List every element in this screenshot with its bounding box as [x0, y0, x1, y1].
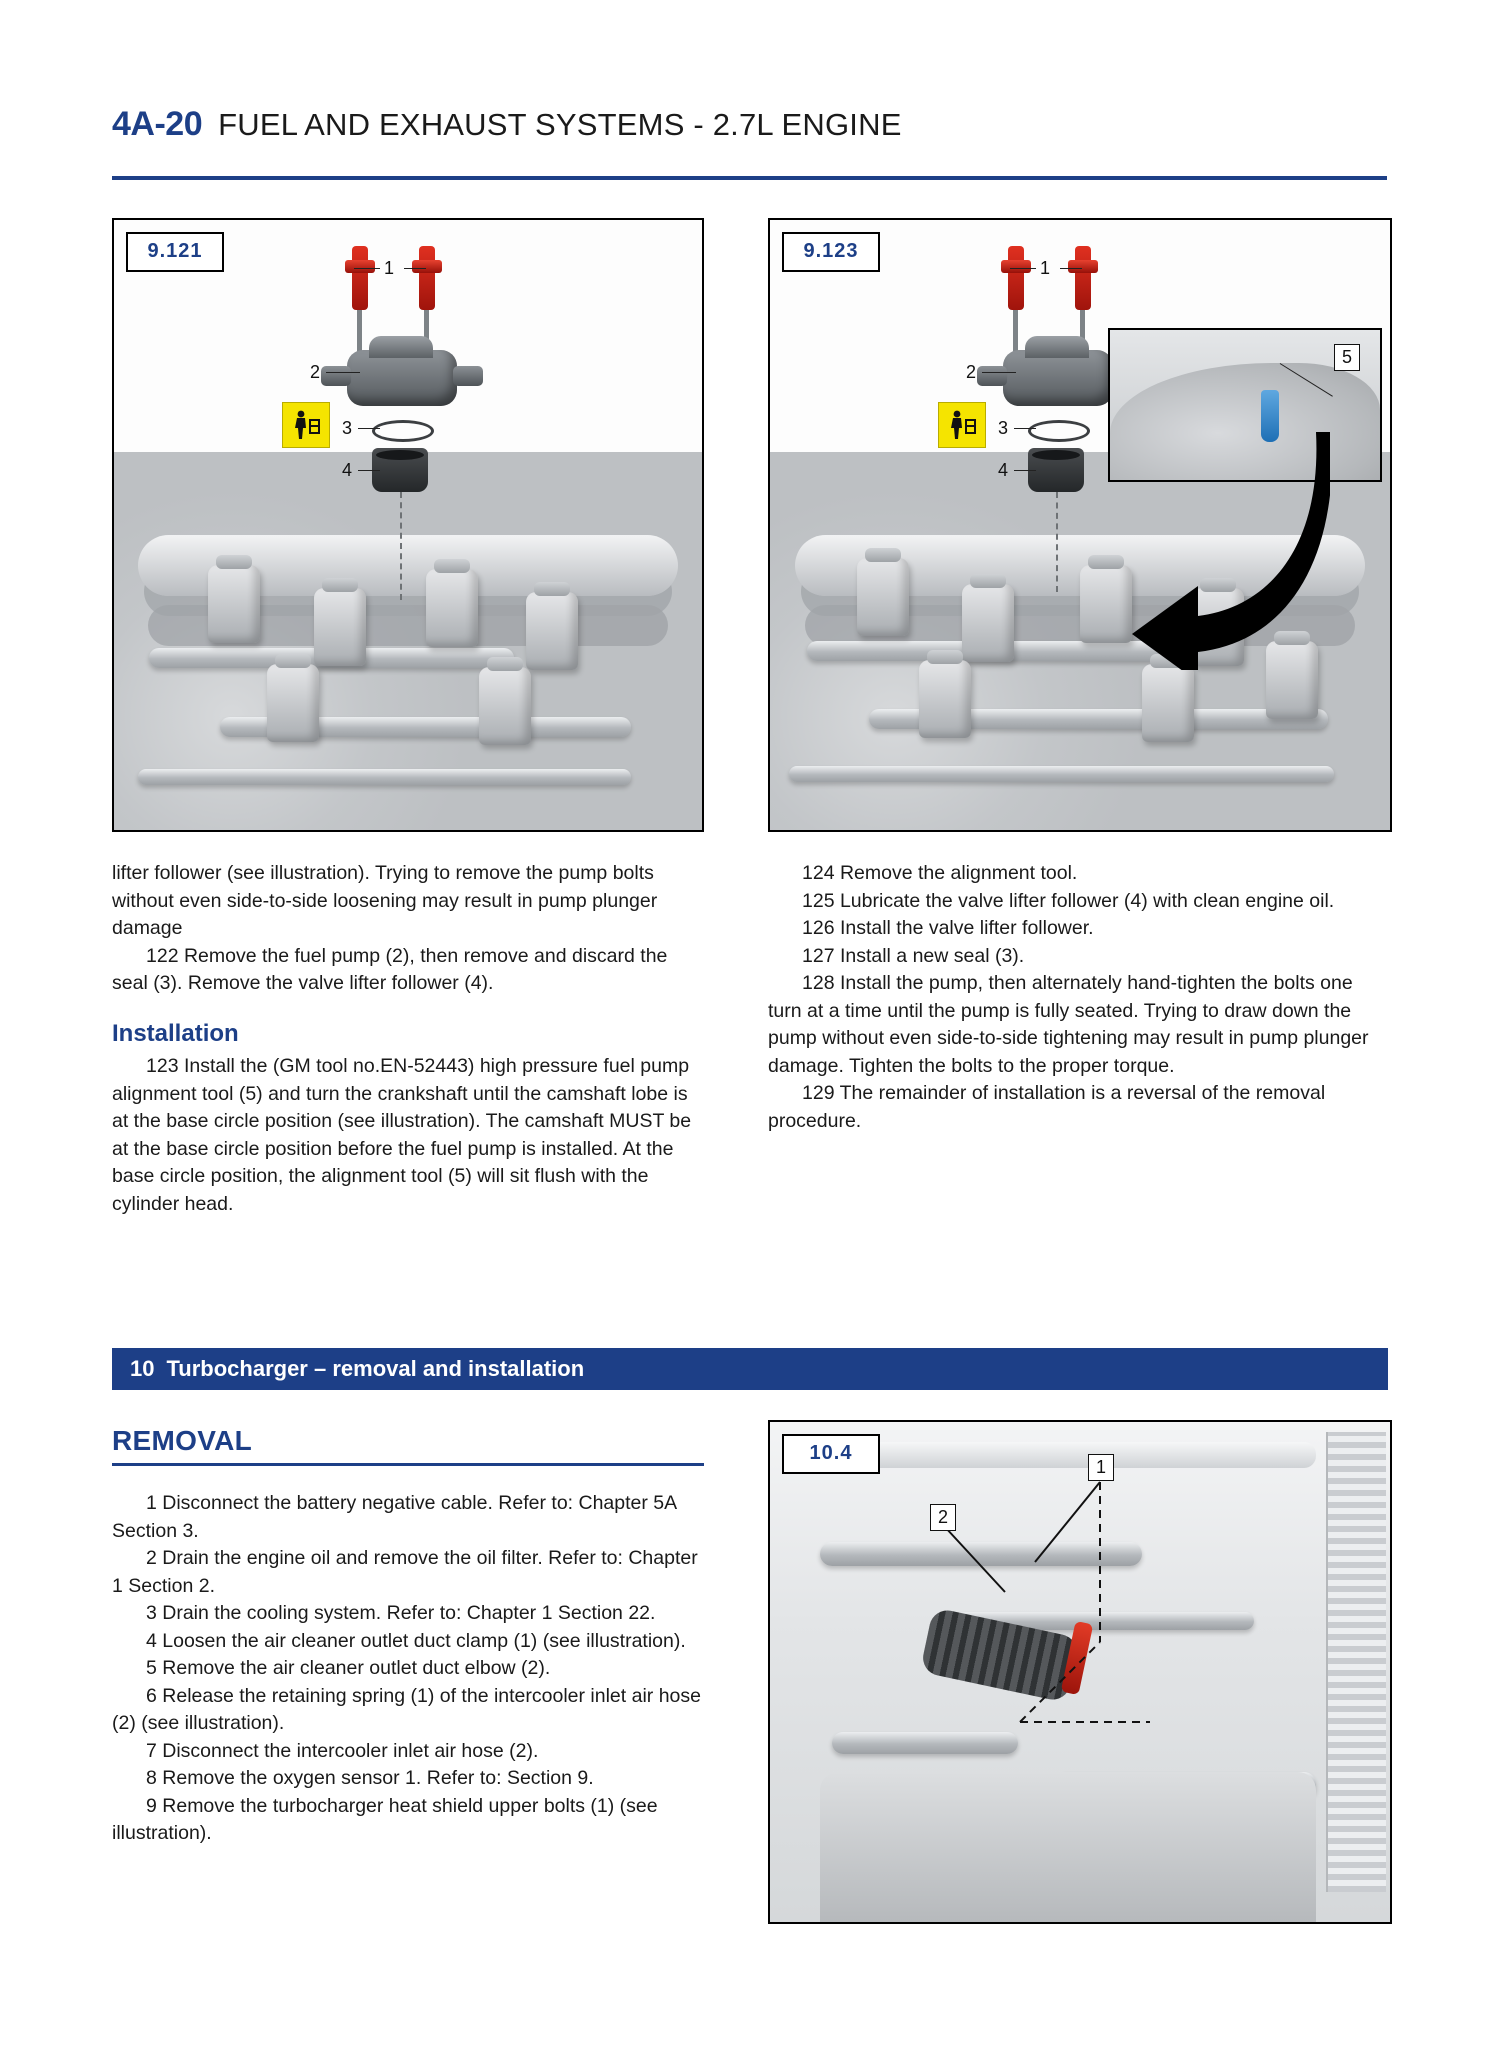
removal-step-7: 7 Disconnect the intercooler inlet air hose (2). — [146, 1739, 539, 1762]
paragraph-126: 126 Install the valve lifter follower. — [802, 917, 1094, 939]
fuel-pump-exploded-view — [114, 220, 702, 830]
page-header — [112, 105, 1387, 144]
paragraph-122: 122 Remove the fuel pump (2), then remove and discard the seal (3). Remove the valve lifter follower (4). — [112, 944, 668, 994]
figure-label-104: 10.4 — [782, 1434, 880, 1474]
page-number: 4A-20 — [112, 105, 203, 143]
paragraph-124: 124 Remove the alignment tool. — [802, 862, 1078, 884]
callout-2: 2 — [966, 362, 977, 382]
figure-9121 — [112, 218, 704, 832]
removal-step-5: 5 Remove the air cleaner outlet duct elbow (2). — [146, 1657, 551, 1679]
left-text-column — [112, 860, 704, 1218]
paragraph-125: 125 Lubricate the valve lifter follower (4) with clean engine oil. — [802, 889, 1335, 912]
callout-1: 1 — [384, 258, 395, 278]
pump-bolt-left — [352, 246, 368, 310]
right-text-column — [768, 860, 1388, 1135]
paragraph-121-cont: lifter follower (see illustration). Trying to remove the pump bolts without even side-to-side loosening may result in pump plunger damage — [112, 862, 658, 939]
high-pressure-fuel-pump — [347, 350, 457, 406]
header-rule — [112, 176, 1387, 180]
paragraph-123: 123 Install the (GM tool no.EN-52443) high pressure fuel pump alignment tool (5) and turn the crankshaft until the camshaft lobe is at the base circle position (see illustration). The camshaft MUST be at the base circle position before the fuel pump is installed. At the base circle position, the alignment tool (5) will sit flush with the cylinder head. — [112, 1055, 692, 1215]
callout-3: 3 — [342, 418, 353, 438]
pump-bolt-left — [1008, 246, 1024, 310]
section-heading-bar — [112, 1348, 1388, 1390]
removal-heading-text: REMOVAL — [112, 1425, 253, 1456]
removal-step-4: 4 Loosen the air cleaner outlet duct clamp (1) (see illustration). — [146, 1629, 686, 1652]
section-title: Turbocharger – removal and installation — [166, 1356, 585, 1381]
pump-seal — [372, 420, 434, 442]
removal-step-8: 8 Remove the oxygen sensor 1. Refer to: Section 9. — [146, 1767, 594, 1789]
callout-1: 1 — [1088, 1454, 1114, 1481]
installation-direction-arrow — [1070, 410, 1330, 670]
callout-2: 2 — [930, 1504, 956, 1531]
callout-4: 4 — [998, 460, 1009, 480]
callout-leaders — [770, 1422, 1390, 1922]
figure-104 — [768, 1420, 1392, 1924]
removal-heading-rule — [112, 1463, 704, 1466]
fuel-pump-exploded-view — [770, 220, 1390, 830]
valve-lifter-follower — [372, 448, 428, 492]
callout-5: 5 — [1334, 344, 1360, 371]
figure-label-9121: 9.121 — [126, 232, 224, 272]
section-number: 10 — [130, 1356, 155, 1381]
removal-step-3: 3 Drain the cooling system. Refer to: Chapter 1 Section 22. — [146, 1602, 656, 1624]
removal-step-6: 6 Release the retaining spring (1) of the intercooler inlet air hose (2) (see illustration). — [112, 1684, 701, 1734]
engine-bay-photo — [770, 1422, 1390, 1922]
callout-2: 2 — [310, 362, 321, 382]
callout-4: 4 — [342, 460, 353, 480]
removal-steps-column — [112, 1490, 704, 1848]
paragraph-127: 127 Install a new seal (3). — [802, 944, 1025, 967]
callout-3: 3 — [998, 418, 1009, 438]
paragraph-128: 128 Install the pump, then alternately hand-tighten the bolts one turn at a time until the pump is fully seated. Trying to draw down the pump without even side-to-side tightening may result in pump plunger damage. Tighten the bolts to the proper torque. — [768, 972, 1369, 1077]
figure-label-9123: 9.123 — [782, 232, 880, 272]
pump-bolt-right — [419, 246, 435, 310]
removal-step-9: 9 Remove the turbocharger heat shield upper bolts (1) (see illustration). — [112, 1794, 658, 1844]
page-title: FUEL AND EXHAUST SYSTEMS - 2.7L ENGINE — [218, 107, 902, 142]
callout-1: 1 — [1040, 258, 1051, 278]
paragraph-129: 129 The remainder of installation is a reversal of the removal procedure. — [768, 1082, 1326, 1132]
subheading-installation: Installation — [112, 1019, 239, 1047]
hand-crush-warning-icon — [282, 402, 330, 448]
high-pressure-fuel-pump — [1003, 350, 1113, 406]
pump-bolt-right — [1075, 246, 1091, 310]
hand-crush-warning-icon — [938, 402, 986, 448]
removal-heading — [112, 1425, 704, 1466]
removal-step-2: 2 Drain the engine oil and remove the oil filter. Refer to: Chapter 1 Section 2. — [112, 1547, 698, 1597]
removal-step-1: 1 Disconnect the battery negative cable. Refer to: Chapter 5A Section 3. — [112, 1492, 677, 1542]
figure-9123 — [768, 218, 1392, 832]
